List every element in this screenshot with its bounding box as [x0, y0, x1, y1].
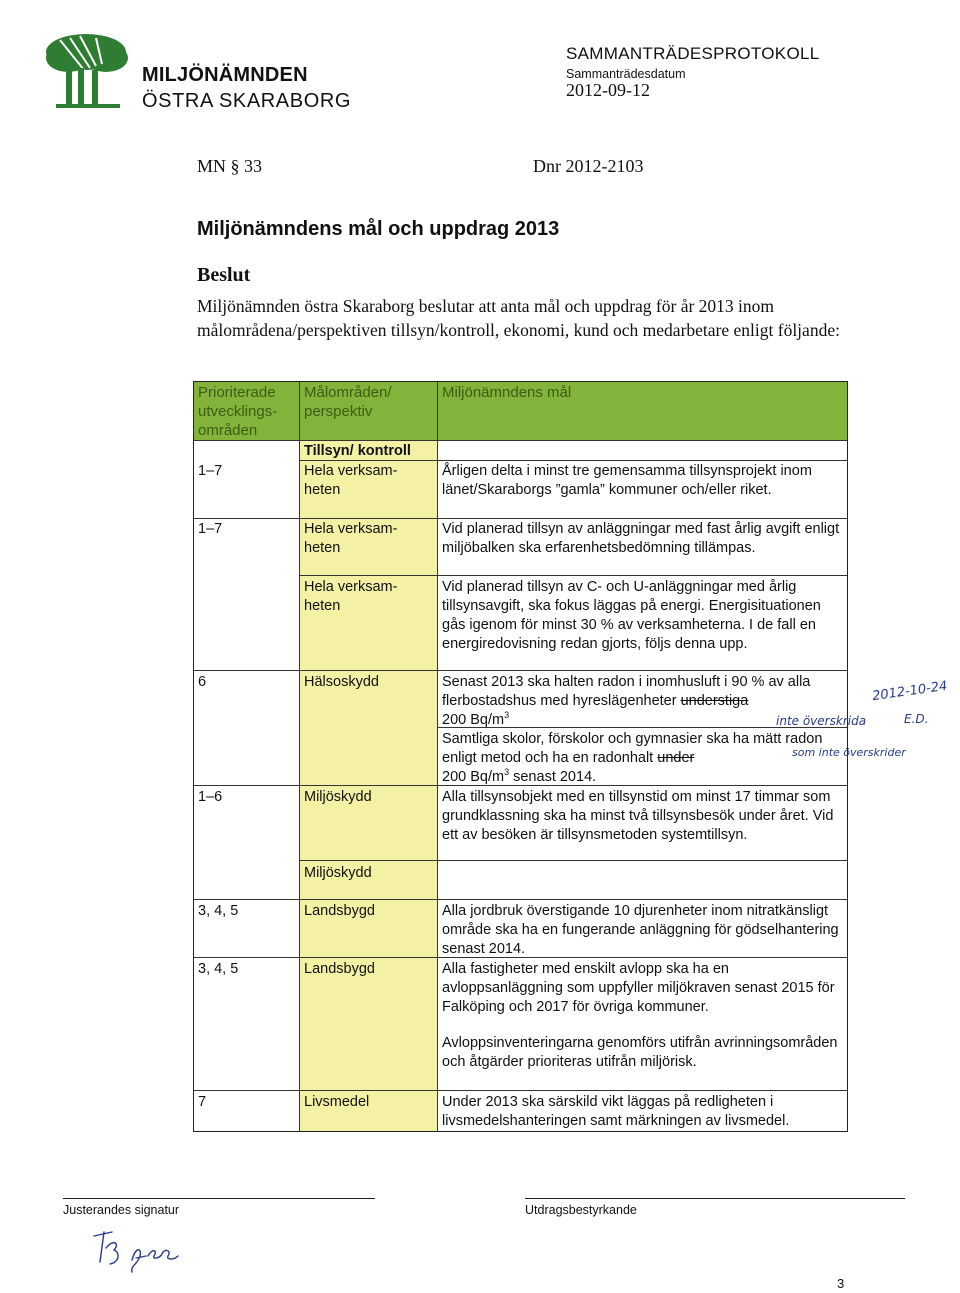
paragraph-number: MN § 33	[197, 156, 263, 176]
row-6-perspective: Miljöskydd	[304, 789, 372, 805]
row-2-perspective: Hela verksam-heten	[304, 521, 398, 556]
org-name-line2: ÖSTRA SKARABORG	[142, 90, 352, 112]
row-9-goal: Alla fastigheter med enskilt avlopp ska ha en avloppsanläggning som uppfyller miljökraven senast 2015 för Falköping och 2017 för övriga kommuner.	[442, 961, 835, 1015]
handwritten-initials: E.D.	[904, 712, 929, 726]
footer-divider-right	[525, 1198, 905, 1199]
extract-certification-label: Utdragsbestyrkande	[525, 1203, 637, 1217]
row-10-perspective: Livsmedel	[304, 1094, 370, 1110]
row-6-area: 1–6	[198, 789, 223, 805]
row-8-area: 3, 4, 5	[198, 903, 239, 919]
tree-logo-icon	[40, 30, 132, 110]
row-10-goal: Under 2013 ska särskild vikt läggas på redligheten i livsmedelshanteringen samt märkningen av livsmedel.	[442, 1094, 790, 1129]
row-2-area: 1–7	[198, 521, 223, 537]
org-name-line1: MILJÖNÄMNDEN	[142, 64, 308, 86]
handwritten-date: 2012-10-24	[871, 678, 949, 705]
row-9-goal-2: Avloppsinventeringarna genomförs utifrån avrinningsområden och åtgärder prioriteras utifrån miljörisk.	[442, 1035, 838, 1070]
decision-heading: Beslut	[197, 264, 251, 286]
row-10-area: 7	[198, 1094, 207, 1110]
row-7-perspective: Miljöskydd	[304, 865, 372, 881]
signature-label: Justerandes signatur	[63, 1203, 180, 1217]
header-perspective: Målområden/ perspektiv	[304, 384, 392, 420]
decision-text: Miljönämnden östra Skaraborg beslutar att anta mål och uppdrag för år 2013 inom målområdena/perspektiven tillsyn/kontroll, ekonomi, kund och medarbetare enligt följande:	[197, 296, 840, 340]
row-1-goal: Årligen delta i minst tre gemensamma tillsynsprojekt inom länet/Skaraborgs ”gamla” kommuner och/eller riket.	[442, 463, 812, 498]
row-3-goal: Vid planerad tillsyn av C- och U-anläggningar med årlig tillsynsavgift, ska fokus läggas på energi. Energisituationen gås igenom för minst 30 % av verksamheterna. I de fall en energiredovisning redan gjorts, följs denna upp.	[442, 579, 821, 652]
row-1-perspective: Hela verksam-heten	[304, 463, 398, 498]
footer-divider-left	[63, 1198, 375, 1199]
page-title: Miljönämndens mål och uppdrag 2013	[197, 218, 560, 240]
handwritten-signatures	[90, 1222, 210, 1282]
meeting-date: 2012-09-12	[566, 80, 650, 100]
row-6-goal: Alla tillsynsobjekt med en tillsynstid om minst 17 timmar som grundklassning ska ha minst två tillsynsbesök under året. Vid ett av besöken är tillsynsmetoden systemtillsyn.	[442, 789, 834, 843]
header-goals: Miljönämndens mål	[442, 384, 572, 401]
row-1-area: 1–7	[198, 463, 223, 479]
handwritten-note-2: som inte överskrider	[792, 746, 906, 759]
row-4-goal: Senast 2013 ska halten radon i inomhusluft i 90 % av alla flerbostadshus med hyreslägenheter understiga 200 $Bq/m^3$	[442, 674, 811, 728]
row-4-perspective: Hälsoskydd	[304, 674, 379, 690]
goals-table	[193, 381, 848, 1132]
row-5-goal: Samtliga skolor, förskolor och gymnasier ska ha mätt radon enligt metod och ha en radonhalt under 200 $Bq/m^3$ senast 2014.	[442, 731, 823, 785]
header-areas: Prioriterade utvecklings- områden	[198, 384, 278, 439]
row-4-area: 6	[198, 674, 207, 690]
section-heading: Tillsyn/ kontroll	[304, 443, 411, 459]
row-3-perspective: Hela verksam-heten	[304, 579, 398, 614]
registration-number: Dnr 2012-2103	[533, 156, 644, 176]
row-9-area: 3, 4, 5	[198, 961, 239, 977]
row-8-goal: Alla jordbruk överstigande 10 djurenheter inom nitratkänsligt område ska ha en fungerande anläggning för gödselhantering senast 2014.	[442, 903, 839, 957]
page-number: 3	[837, 1276, 845, 1291]
row-9-perspective: Landsbygd	[304, 961, 375, 977]
document-type: SAMMANTRÄDESPROTOKOLL	[566, 44, 820, 63]
row-8-perspective: Landsbygd	[304, 903, 375, 919]
row-2-goal: Vid planerad tillsyn av anläggningar med fast årlig avgift enligt miljöbalken ska erfarenhetsbedömning tillämpas.	[442, 521, 840, 556]
meeting-date-label: Sammanträdesdatum	[566, 67, 686, 81]
handwritten-note-1: inte överskrida	[776, 714, 867, 728]
